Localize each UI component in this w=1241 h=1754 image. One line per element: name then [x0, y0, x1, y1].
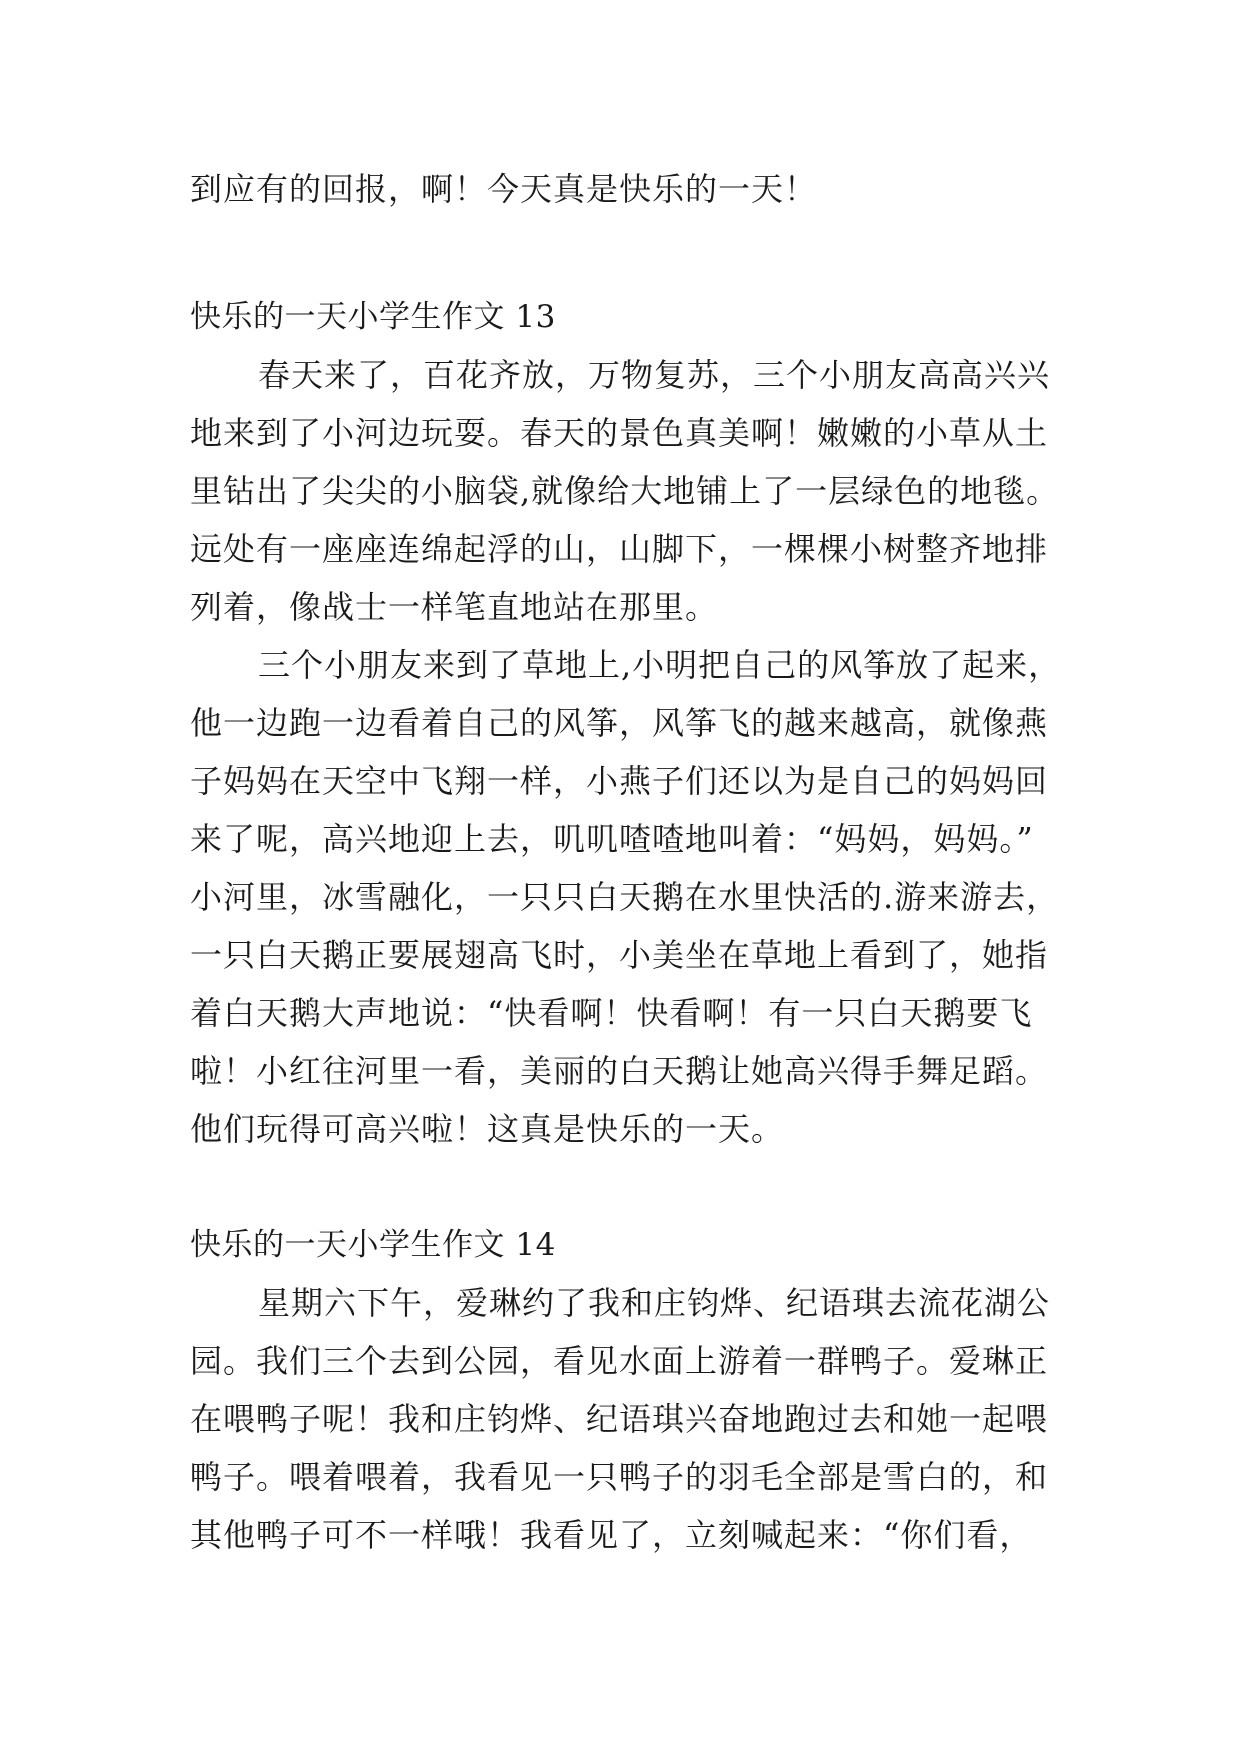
text-line: 列着，像战士一样笔直地站在那里。	[190, 588, 719, 626]
text-line: 子妈妈在天空中飞翔一样，小燕子们还以为是自己的妈妈回	[190, 762, 1049, 800]
essay-14-title: 快乐的一天小学生作文 14	[190, 1227, 556, 1263]
text-line: 他们玩得可高兴啦！这真是快乐的一天。	[190, 1110, 785, 1148]
document-body	[190, 160, 1070, 1564]
text-line: 他一边跑一边看着自己的风筝，风筝飞的越来越高，就像燕	[190, 704, 1049, 742]
text-line: 啦！小红往河里一看，美丽的白天鹅让她高兴得手舞足蹈。	[190, 1052, 1049, 1090]
text-line: 星期六下午，爱琳约了我和庄钧烨、纪语琪去流花湖公	[258, 1284, 1051, 1322]
essay-13-paragraph-1	[190, 346, 1070, 636]
text-line: 里钻出了尖尖的小脑袋,就像给大地铺上了一层绿色的地毯。	[190, 472, 1060, 510]
text-line: 三个小朋友来到了草地上,小明把自己的风筝放了起来，	[258, 646, 1062, 684]
continuation-line: 到应有的回报，啊！今天真是快乐的一天！	[190, 170, 818, 208]
text-line: 小河里，冰雪融化，一只只白天鹅在水里快活的.游来游去，	[190, 878, 1060, 916]
text-line: 来了呢，高兴地迎上去，叽叽喳喳地叫着：“妈妈，妈妈。”	[190, 820, 1034, 858]
text-line: 地来到了小河边玩耍。春天的景色真美啊！嫩嫩的小草从土	[190, 414, 1049, 452]
text-line: 其他鸭子可不一样哦！我看见了，立刻喊起来：“你们看，	[190, 1516, 1033, 1554]
essay-13-paragraph-2	[190, 636, 1070, 1158]
spacer	[190, 218, 1070, 288]
text-line: 春天来了，百花齐放，万物复苏，三个小朋友高高兴兴	[258, 356, 1051, 394]
spacer	[190, 1158, 1070, 1216]
text-line: 着白天鹅大声地说：“快看啊！快看啊！有一只白天鹅要飞	[190, 994, 1033, 1032]
text-line: 园。我们三个去到公园，看见水面上游着一群鸭子。爱琳正	[190, 1342, 1049, 1380]
text-line: 在喂鸭子呢！我和庄钧烨、纪语琪兴奋地跑过去和她一起喂	[190, 1400, 1049, 1438]
text-line: 一只白天鹅正要展翅高飞时，小美坐在草地上看到了，她指	[190, 936, 1049, 974]
text-line: 鸭子。喂着喂着，我看见一只鸭子的羽毛全部是雪白的，和	[190, 1458, 1049, 1496]
text-line: 远处有一座座连绵起浮的山，山脚下，一棵棵小树整齐地排	[190, 530, 1049, 568]
essay-14-paragraph-1	[190, 1274, 1070, 1564]
essay-13-title: 快乐的一天小学生作文 13	[190, 299, 556, 335]
